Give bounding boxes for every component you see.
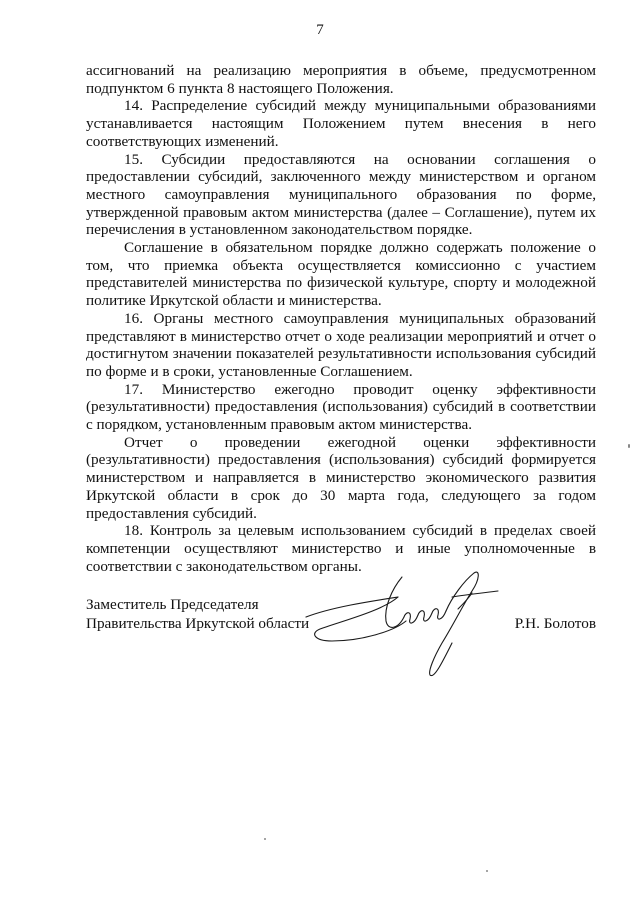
paragraph-15: 15. Субсидии предоставляются на основании соглашения о предоставлении субсидий, заключенного между министерством и органом местного самоуправления муниципального образования по форме, утвержденной правовым актом министерства (далее – Соглашение), путем их перечисления в установленном законодательством порядке. [86,150,596,239]
scan-speck [628,444,630,448]
paragraph-18: 18. Контроль за целевым использованием субсидий в пределах своей компетенции осуществляют министерство и иные уполномоченные в соответствии с законодательством органы. [86,522,596,575]
signatory-name: Р.Н. Болотов [514,615,596,632]
paragraph-report: Отчет о проведении ежегодной оценки эффективности (результативности) предоставления (использования) субсидий формируется министерством и направляется в министерство экономического развития Иркутской области в срок до 30 марта года, следующего за годом предоставления субсидий. [86,433,596,522]
paragraph-16: 16. Органы местного самоуправления муниципальных образований представляют в министерство отчет о ходе реализации мероприятий и отчет о достигнутом значении показателей результативности использования субсидий по форме и в сроки, установленные Соглашением. [86,309,596,380]
paragraph-17: 17. Министерство ежегодно проводит оценку эффективности (результативности) предоставления (использования) субсидий в соответствии с порядком, установленным правовым актом министерства. [86,380,596,434]
scan-speck [264,838,266,840]
paragraph-agreement-provision: Соглашение в обязательном порядке должно содержать положение о том, что приемка объекта осуществляется комиссионно с участием представителей министерства по физической культуре, спорту и молодежной политике Иркутской области и министерства. [86,239,596,310]
signature-block [86,595,596,695]
signatory-title [86,595,309,633]
scan-speck [486,870,488,872]
handwritten-signature [302,567,502,679]
signatory-title-line-2: Правительства Иркутской области [86,615,310,632]
document-body [86,62,596,575]
paragraph-14: 14. Распределение субсидий между муниципальными образованиями устанавливается настоящим Положением путем внесения в него соответствующих изменений. [86,97,596,150]
signatory-title-line-1: Заместитель Председателя [86,596,259,613]
paragraph-continuation: ассигнований на реализацию мероприятия в объеме, предусмотренном подпунктом 6 пункта 8 настоящего Положения. [86,62,596,97]
page-number: 7 [316,22,324,38]
